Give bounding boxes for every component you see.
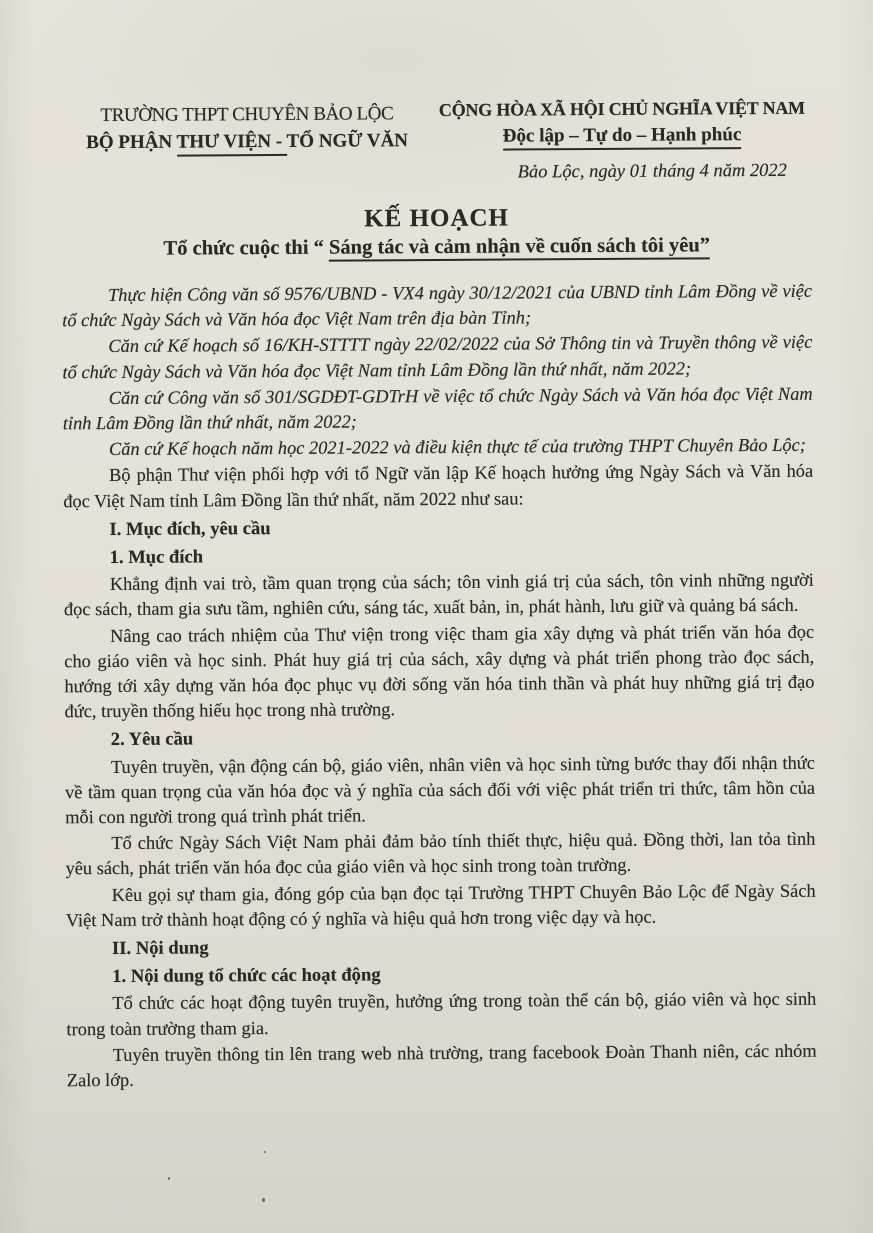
body-paragraph: Kêu gọi sự tham gia, đóng góp của bạn đọc tại Trường THPT Chuyên Bảo Lộc để Ngày Sách Việt Nam trở thành hoạt động có ý nghĩa và hiệu quả hơn trong việc dạy và học. xyxy=(65,880,816,931)
subsection-heading-purpose: 1. Mục đích xyxy=(109,546,204,569)
intro-paragraph: Bộ phận Thư viện phối hợp với tổ Ngữ văn lập Kế hoạch hưởng ứng Ngày Sách và Văn hóa đọc Việt Nam tỉnh Lâm Đồng lần thứ nhất, năm 2022 như sau: xyxy=(63,461,814,511)
header-national xyxy=(433,98,812,184)
national-motto: Độc lập – Tự do – Hạnh phúc xyxy=(433,124,811,148)
body-paragraph: Nâng cao trách nhiệm của Thư viện trong việc tham gia xây dựng và phát triển văn hóa đọc cho giáo viên và học sinh. Phát huy giá trị của sách, xây dựng và phát triển phong trào đọc sách, hướng tới xây dựng văn hóa đọc phục vụ đời sống văn hóa tinh thần và phát huy những giá trị đạo đức, truyền thống hiếu học trong nhà trường. xyxy=(64,621,815,722)
header-issuing-org xyxy=(61,100,433,154)
body-paragraph: Tổ chức Ngày Sách Việt Nam phải đảm bảo tính thiết thực, hiệu quả. Đồng thời, lan tỏa tình yêu sách, phát triển văn hóa đọc của giáo viên và học sinh trong toàn trường. xyxy=(65,828,816,879)
body-paragraph: Tổ chức các hoạt động tuyên truyền, hưởng ứng trong toàn thể cán bộ, giáo viên và học sinh trong toàn trường tham gia. xyxy=(66,989,817,1039)
contest-name-underlined: Sáng tác và cảm nhận về cuốn sách tôi yêu” xyxy=(329,234,710,261)
place-date-line: Bảo Lộc, ngày 01 tháng 4 năm 2022 xyxy=(517,160,787,183)
body-paragraph: Khẳng định vai trò, tầm quan trọng của sách; tôn vinh giá trị của sách, tôn vinh những người đọc sách, tham gia sưu tầm, nghiên cứu, sáng tác, xuất bản, in, phát hành, lưu giữ và quảng bá sách. xyxy=(63,569,814,620)
document-title: KẾ HOẠCH xyxy=(364,204,510,233)
republic-title: CỘNG HÒA XÃ HỘI CHỦ NGHĨA VIỆT NAM xyxy=(438,97,805,120)
subsection-heading-requirements: 2. Yêu cầu xyxy=(110,728,194,751)
contest-subtitle: Tổ chức cuộc thi “ Sáng tác và cảm nhận về cuốn sách tôi yêu” xyxy=(163,234,711,260)
body-paragraph: Tuyên truyền, vận động cán bộ, giáo viên, nhân viên và học sinh từng bước thay đổi nhận thức về tầm quan trọng của văn hóa đọc và ý nghĩa của sách đối với việc phát triển tri thức, tâm hồn của mỗi con người trong quá trình phát triển. xyxy=(65,752,816,828)
section-heading-purpose-requirements: I. Mục đích, yêu cầu xyxy=(109,517,271,540)
section-heading-content: II. Nội dung xyxy=(111,937,209,960)
document-body xyxy=(62,279,817,1094)
legal-basis-paragraph: Thực hiện Công văn số 9576/UBND - VX4 ngày 30/12/2021 của UBND tỉnh Lâm Đồng về việc tổ chức Ngày Sách và Văn hóa đọc Việt Nam trên địa bàn Tỉnh; xyxy=(62,280,813,331)
subsection-heading-activities: 1. Nội dung tổ chức các hoạt động xyxy=(112,964,381,988)
department-underlined-part: THƯ VIỆN - xyxy=(177,131,287,157)
legal-basis-paragraph: Căn cứ Kế hoạch số 16/KH-STTTT ngày 22/02/2022 của Sở Thông tin và Truyền thông về việc tổ chức Ngày Sách và Văn hóa đọc Việt Nam tỉnh Lâm Đồng lần thứ nhất, năm 2022; xyxy=(62,332,813,382)
school-name: TRƯỜNG THPT CHUYÊN BẢO LỘC xyxy=(100,103,394,127)
legal-basis-paragraph: Căn cứ Kế hoạch năm học 2021-2022 và điều kiện thực tế của trường THPT Chuyên Bảo Lộc; xyxy=(108,434,806,460)
legal-basis-paragraph: Căn cứ Công văn số 301/SGDĐT-GDTrH về việc tổ chức Ngày Sách và Văn hóa đọc Việt Nam tỉnh Lâm Đồng lần thứ nhất, năm 2022; xyxy=(62,383,813,434)
document-header xyxy=(61,98,811,187)
department-name: BỘ PHẬN THƯ VIỆN - TỔ NGỮ VĂN xyxy=(61,130,433,154)
body-paragraph: Tuyên truyền thông tin lên trang web nhà trường, trang facebook Đoàn Thanh niên, các nhóm Zalo lớp. xyxy=(66,1040,817,1091)
